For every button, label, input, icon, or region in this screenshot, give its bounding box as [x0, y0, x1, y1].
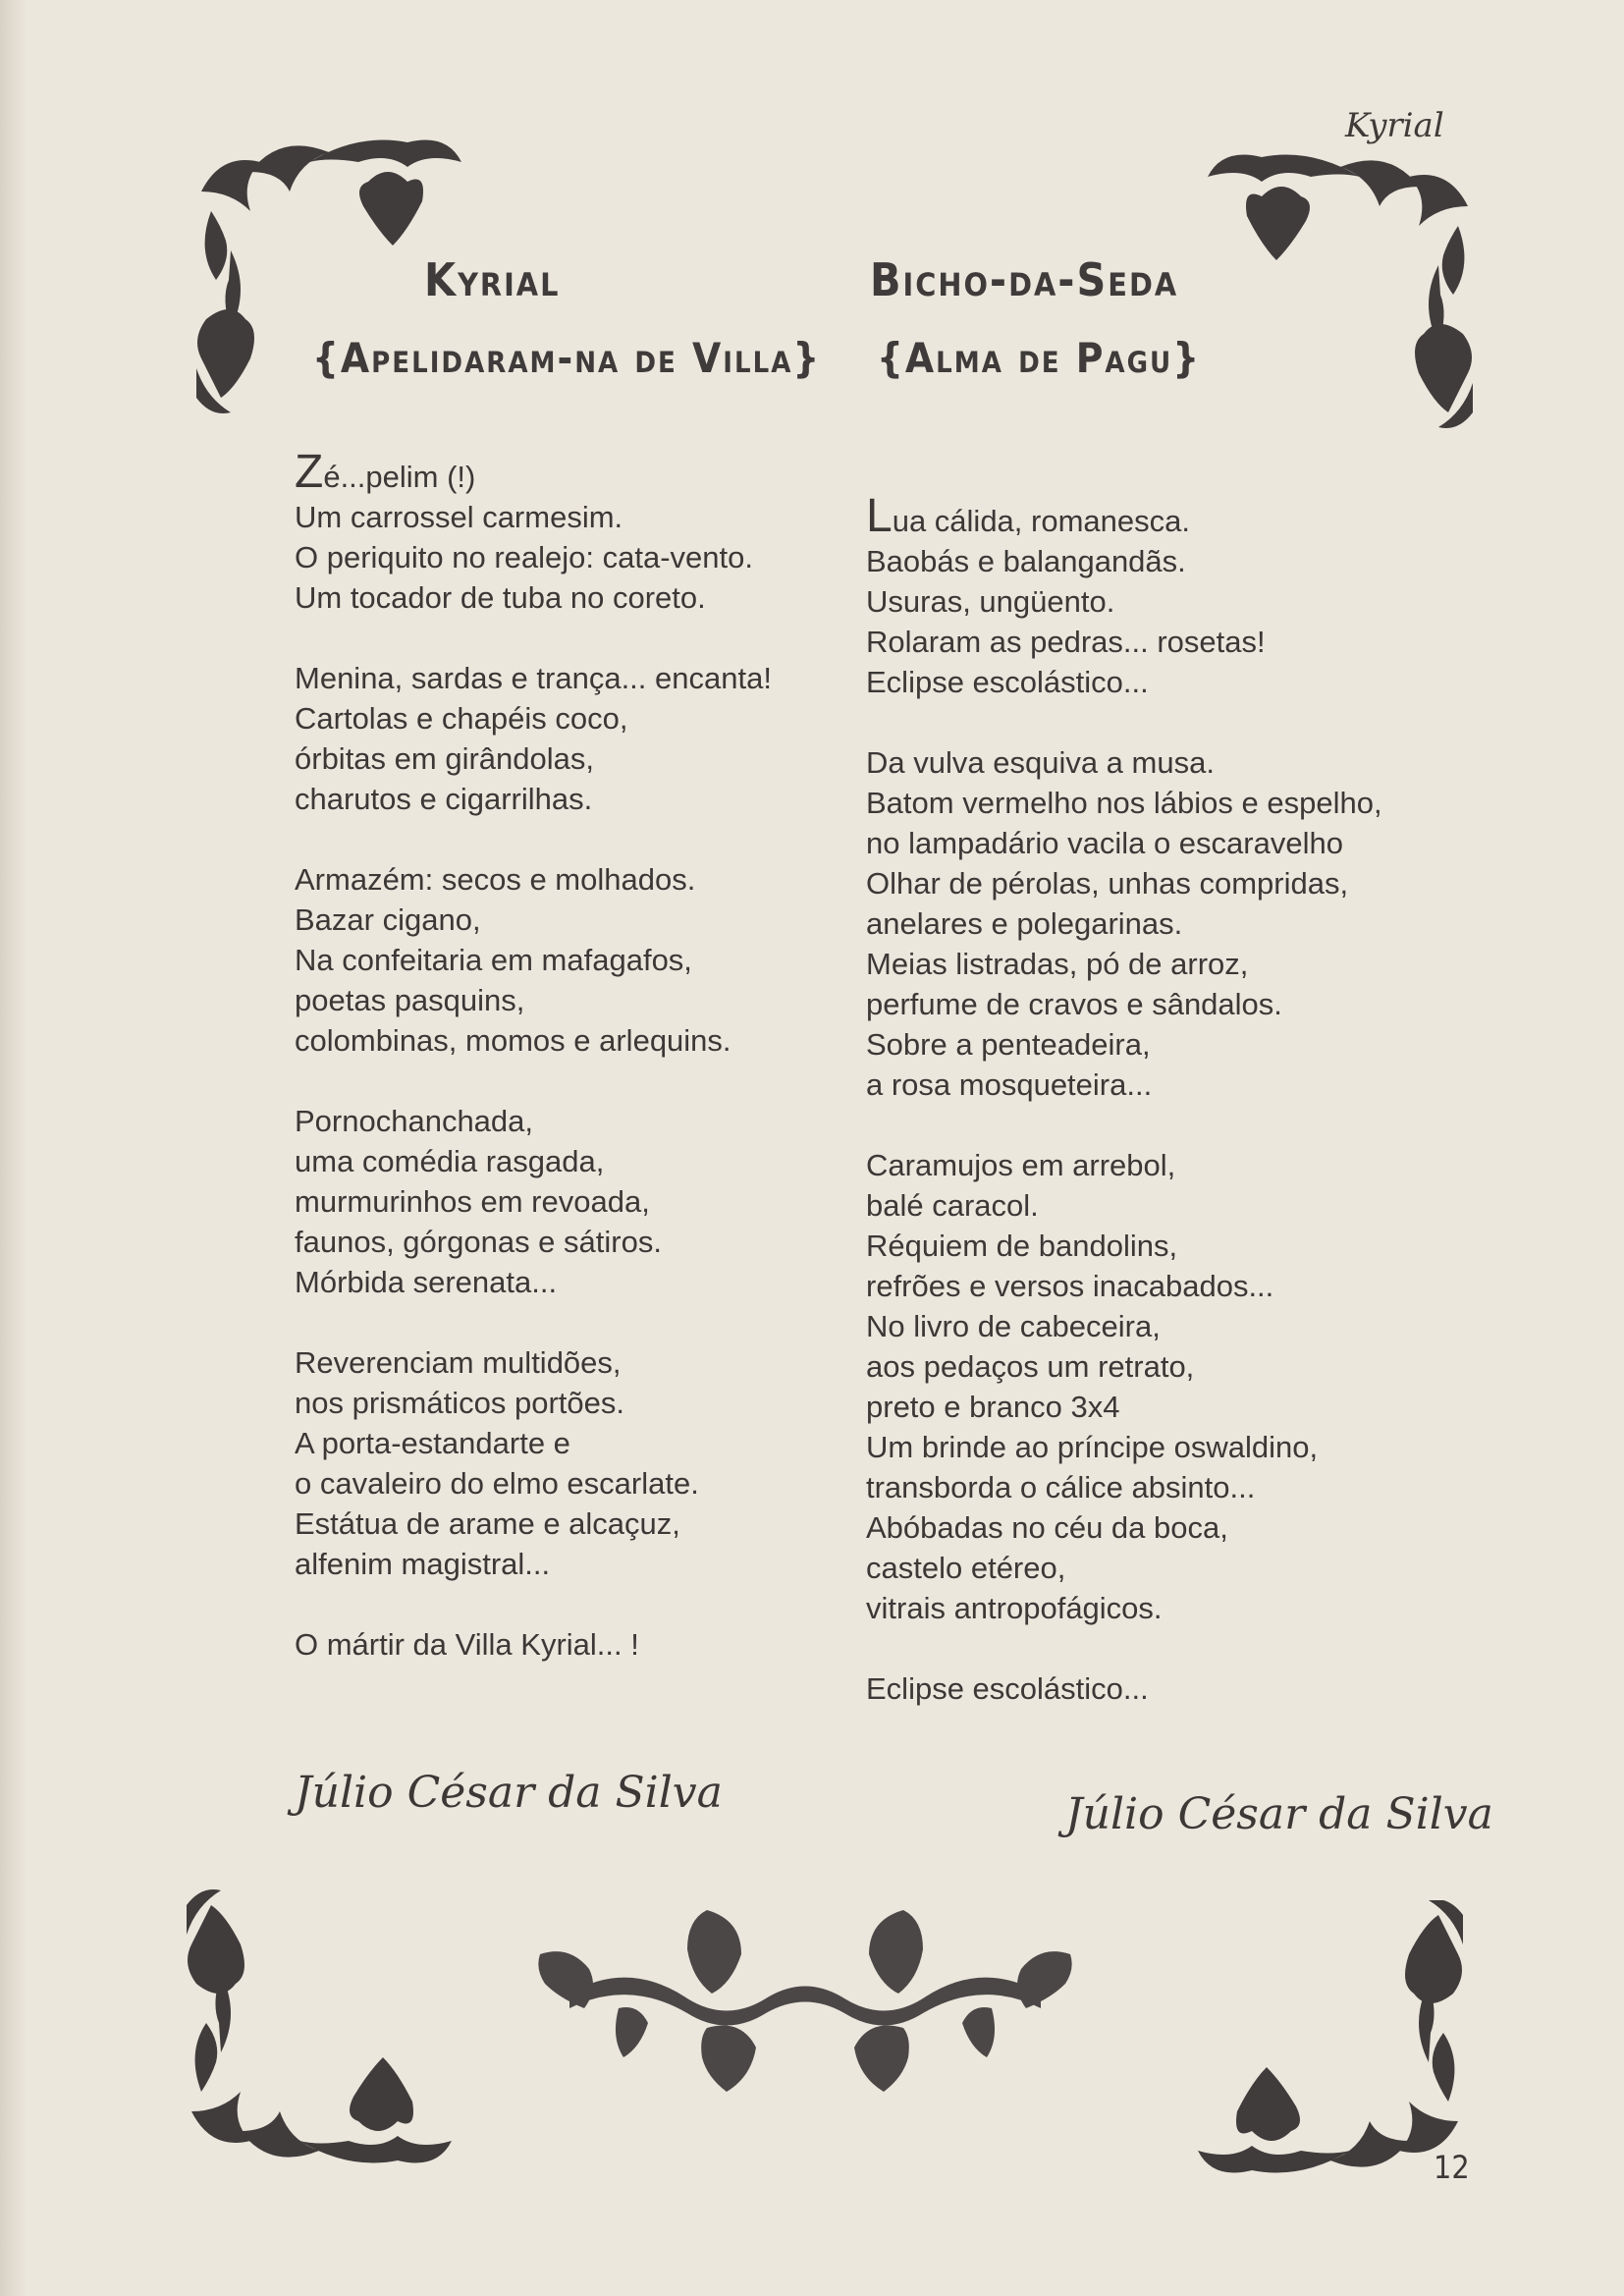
poem-2-first-line-text: ua cálida, romanesca.	[892, 504, 1190, 538]
poem-line: Eclipse escolástico...	[866, 1671, 1149, 1706]
poem-line: Pornochanchada,	[295, 1104, 534, 1138]
poem-line: o cavaleiro do elmo escarlate.	[295, 1466, 699, 1501]
stanza-break	[295, 819, 772, 859]
poem-line: Rolaram as pedras... rosetas!	[866, 625, 1266, 659]
poem-line: alfenim magistral...	[295, 1547, 551, 1581]
poem-line: Da vulva esquiva a musa.	[866, 745, 1215, 780]
poem-2-title: Bicho-da-Seda	[870, 253, 1179, 306]
poem-line: nos prismáticos portões.	[295, 1386, 624, 1420]
poem-line: no lampadário vacila o escaravelho	[866, 826, 1343, 860]
bottom-left-corner-ornament	[182, 1886, 466, 2170]
stanza-break	[866, 1628, 1382, 1668]
poem-line: preto e branco 3x4	[866, 1390, 1120, 1424]
central-vine-ornament	[530, 1900, 1080, 2102]
poem-line: Estátua de arame e alcaçuz,	[295, 1506, 680, 1541]
poem-2-first-line	[866, 490, 1382, 542]
poem-1-first-line-text: é...pelim (!)	[323, 460, 476, 494]
poem-line: O periquito no realejo: cata-vento.	[295, 540, 753, 574]
poem-1-body	[295, 446, 772, 1665]
stanza-break	[866, 702, 1382, 742]
poem-2-signature: Júlio César da Silva	[1065, 1789, 1493, 1839]
poem-line: colombinas, momos e arlequins.	[295, 1023, 731, 1058]
poem-line: murmurinhos em revoada,	[295, 1184, 650, 1219]
poem-2-subtitle: {Alma de Pagu}	[877, 334, 1202, 382]
poem-line: Menina, sardas e trança... encanta!	[295, 661, 772, 695]
poem-line: aos pedaços um retrato,	[866, 1349, 1195, 1384]
running-header: Kyrial	[1345, 106, 1444, 145]
poem-line: perfume de cravos e sândalos.	[866, 987, 1282, 1021]
poem-line: Reverenciam multidões,	[295, 1345, 622, 1380]
poem-line: Usuras, ungüento.	[866, 584, 1115, 619]
poem-2-body	[866, 490, 1382, 1709]
poem-line: Um carrossel carmesim.	[295, 500, 623, 534]
poem-1-signature: Júlio César da Silva	[295, 1768, 723, 1818]
poem-line: Bazar cigano,	[295, 902, 481, 937]
poem-line: refrões e versos inacabados...	[866, 1269, 1274, 1303]
poem-1-title: Kyrial	[424, 253, 561, 306]
top-right-corner-ornament	[1203, 147, 1478, 437]
poem-line: Na confeitaria em mafagafos,	[295, 943, 692, 977]
bottom-right-corner-ornament	[1188, 1900, 1468, 2180]
poem-line: Armazém: secos e molhados.	[295, 862, 696, 897]
poem-line: Olhar de pérolas, unhas compridas,	[866, 866, 1349, 901]
poem-1-drop-cap: Z	[295, 446, 324, 498]
poem-line: anelares e polegarinas.	[866, 906, 1183, 941]
poem-line: Cartolas e chapéis coco,	[295, 701, 628, 736]
poem-line: vitrais antropofágicos.	[866, 1591, 1163, 1625]
poem-2-drop-cap: L	[866, 490, 893, 542]
poem-line: Caramujos em arrebol,	[866, 1148, 1176, 1182]
stanza-break	[295, 618, 772, 658]
poem-line: Sobre a penteadeira,	[866, 1027, 1151, 1062]
poem-line: poetas pasquins,	[295, 983, 525, 1017]
poem-line: balé caracol.	[866, 1188, 1039, 1223]
stanza-break	[866, 1105, 1382, 1145]
poem-line: Réquiem de bandolins,	[866, 1229, 1178, 1263]
poem-1-subtitle: {Apelidaram-na de Villa}	[312, 334, 822, 382]
page-binding-edge	[0, 0, 26, 2296]
poem-line: No livro de cabeceira,	[866, 1309, 1161, 1343]
poem-line: órbitas em girândolas,	[295, 741, 594, 776]
poem-1-first-line	[295, 446, 772, 498]
poem-line: O mártir da Villa Kyrial... !	[295, 1627, 639, 1662]
poem-line: Batom vermelho nos lábios e espelho,	[866, 786, 1382, 820]
poem-line: Abóbadas no céu da boca,	[866, 1510, 1228, 1545]
stanza-break	[295, 1302, 772, 1342]
poem-line: charutos e cigarrilhas.	[295, 782, 593, 816]
poem-line: Um brinde ao príncipe oswaldino,	[866, 1430, 1319, 1464]
poem-line: Um tocador de tuba no coreto.	[295, 580, 706, 615]
poem-line: Mórbida serenata...	[295, 1265, 558, 1299]
stanza-break	[295, 1584, 772, 1624]
poem-line: faunos, górgonas e sátiros.	[295, 1225, 662, 1259]
page-number: 12	[1434, 2149, 1470, 2186]
poem-line: Eclipse escolástico...	[866, 665, 1149, 699]
poem-line: Meias listradas, pó de arroz,	[866, 947, 1249, 981]
poem-line: uma comédia rasgada,	[295, 1144, 605, 1178]
stanza-break	[295, 1061, 772, 1101]
poem-line: A porta-estandarte e	[295, 1426, 570, 1460]
poem-line: transborda o cálice absinto...	[866, 1470, 1256, 1504]
poem-line: Baobás e balangandãs.	[866, 544, 1186, 578]
poem-line: a rosa mosqueteira...	[866, 1067, 1153, 1102]
poem-line: castelo etéreo,	[866, 1551, 1066, 1585]
